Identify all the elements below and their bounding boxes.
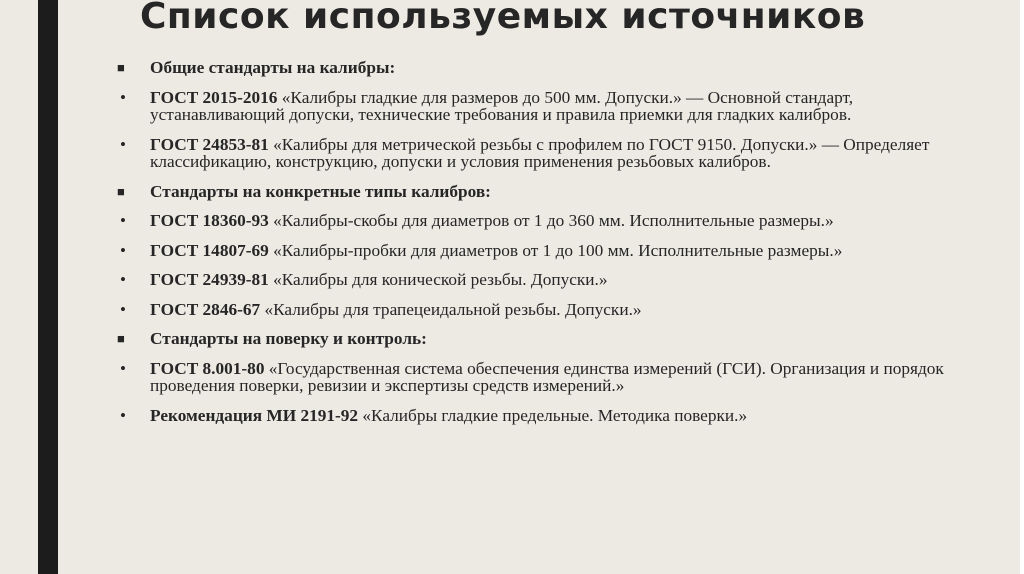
reference-item <box>120 360 980 395</box>
group-heading-text: Стандарты на конкретные типы калибров: <box>150 181 491 201</box>
group-heading-text: Общие стандарты на калибры: <box>150 58 396 77</box>
reference-text: «Калибры для трапецеидальной резьбы. Допуски.» <box>260 299 642 319</box>
group-heading <box>117 329 980 348</box>
reference-code: Рекомендация МИ 2191-92 <box>150 405 359 425</box>
dot-bullet-icon: • <box>120 358 126 378</box>
slide-edge <box>1020 0 1024 574</box>
dot-bullet-icon: • <box>120 211 126 230</box>
reference-text: «Калибры для метрической резьбы с профилем по ГОСТ 9150. Допуски.» — Определяет классификацию, конструкцию, допуски и условия применения резьбовых калибров. <box>150 134 930 171</box>
dot-bullet-icon: • <box>120 270 126 289</box>
dot-bullet-icon: • <box>120 134 126 154</box>
reference-item <box>120 89 980 124</box>
square-bullet-icon: ■ <box>117 60 125 75</box>
reference-item <box>120 407 980 425</box>
reference-text: «Калибры гладкие предельные. Методика поверки.» <box>358 405 748 425</box>
dot-bullet-icon: • <box>120 299 126 319</box>
reference-text: «Калибры-скобы для диаметров от 1 до 360 мм. Исполнительные размеры.» <box>268 211 834 230</box>
reference-code: ГОСТ 2846-67 <box>150 299 261 319</box>
reference-text: «Калибры для конической резьбы. Допуски.» <box>268 270 608 289</box>
reference-code: ГОСТ 18360-93 <box>150 211 269 230</box>
reference-code: ГОСТ 24939-81 <box>150 270 269 289</box>
square-bullet-icon: ■ <box>117 331 125 346</box>
reference-text: «Калибры гладкие для размеров до 500 мм. Допуски.» — Основной стандарт, устанавливающий допуски, технические требования и правила приемки для гладких калибров. <box>150 87 854 124</box>
reference-item <box>120 271 980 289</box>
reference-list <box>117 58 980 436</box>
accent-bar <box>38 0 58 574</box>
slide-title: Список используемых источников <box>140 0 866 37</box>
reference-code: ГОСТ 2015-2016 <box>150 87 278 107</box>
group-heading <box>117 181 980 201</box>
reference-item <box>120 136 980 171</box>
reference-code: ГОСТ 24853-81 <box>150 134 269 154</box>
dot-bullet-icon: • <box>120 240 126 260</box>
dot-bullet-icon: • <box>120 87 126 107</box>
group-heading-text: Стандарты на поверку и контроль: <box>150 329 427 348</box>
group-heading <box>117 58 980 77</box>
reference-item <box>120 212 980 230</box>
reference-code: ГОСТ 8.001-80 <box>150 358 265 378</box>
reference-item <box>120 242 980 260</box>
reference-item <box>120 301 980 319</box>
reference-code: ГОСТ 14807-69 <box>150 240 269 260</box>
reference-text: «Калибры-пробки для диаметров от 1 до 100 мм. Исполнительные размеры.» <box>268 240 843 260</box>
square-bullet-icon: ■ <box>117 183 125 199</box>
dot-bullet-icon: • <box>120 405 126 425</box>
reference-text: «Государственная система обеспечения единства измерений (ГСИ). Организация и порядок проведения поверки, ревизии и экспертизы средств измерений.» <box>150 358 944 395</box>
